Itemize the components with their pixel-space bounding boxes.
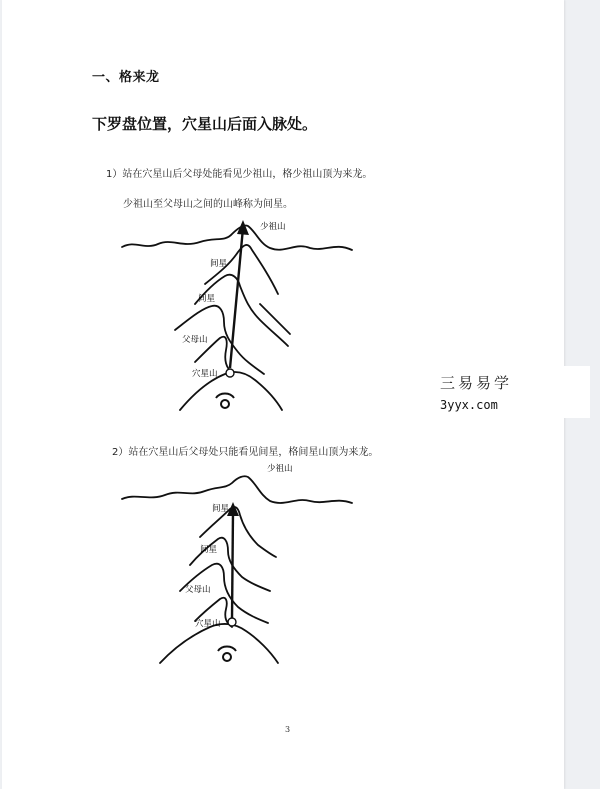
compass-icon — [218, 647, 236, 662]
section-title: 一、格来龙 — [92, 70, 160, 85]
watermark-url: 3yyx.com — [440, 398, 498, 412]
label-shaozu: 少祖山 — [260, 222, 286, 232]
mountain-diagram-2 — [120, 459, 360, 669]
mountain-diagram-1 — [120, 212, 360, 412]
ridge-shaozu — [122, 476, 352, 503]
label-shaozu: 少祖山 — [267, 464, 293, 474]
compass-icon — [216, 394, 234, 409]
label-jianxing-mid: 间星 — [198, 294, 216, 304]
label-fumu: 父母山 — [185, 585, 211, 595]
label-xuexing: 穴星山 — [195, 619, 221, 629]
label-jianxing-mid: 间星 — [200, 545, 218, 555]
item2-line1: 2）站在穴星山后父母处只能看见间星，格间星山顶为来龙。 — [112, 447, 379, 458]
mountain-xuexing-base — [160, 624, 278, 663]
mountain-sketch-2 — [120, 459, 360, 669]
mountain-sketch-1 — [120, 212, 360, 412]
page-number: 3 — [285, 725, 291, 734]
label-fumu: 父母山 — [182, 335, 208, 345]
ridge-shaozu — [122, 225, 352, 250]
xuexing-point — [228, 618, 236, 626]
lailong-arrow-shaft — [230, 228, 243, 368]
label-xuexing: 穴星山 — [192, 369, 218, 379]
label-jianxing-top: 间星 — [210, 259, 228, 269]
subtitle: 下罗盘位置，穴星山后面入脉处。 — [92, 115, 318, 133]
lailong-arrow-shaft — [232, 511, 233, 619]
watermark-name: 三易易学 — [440, 374, 513, 392]
label-jianxing-top: 间星 — [212, 504, 230, 514]
item1-line2: 少祖山至父母山之间的山峰称为间星。 — [123, 199, 293, 210]
item1-line1: 1）站在穴星山后父母处能看见少祖山，格少祖山顶为来龙。 — [106, 169, 373, 180]
ridge-side-right — [260, 304, 290, 334]
xuexing-point — [226, 369, 234, 377]
